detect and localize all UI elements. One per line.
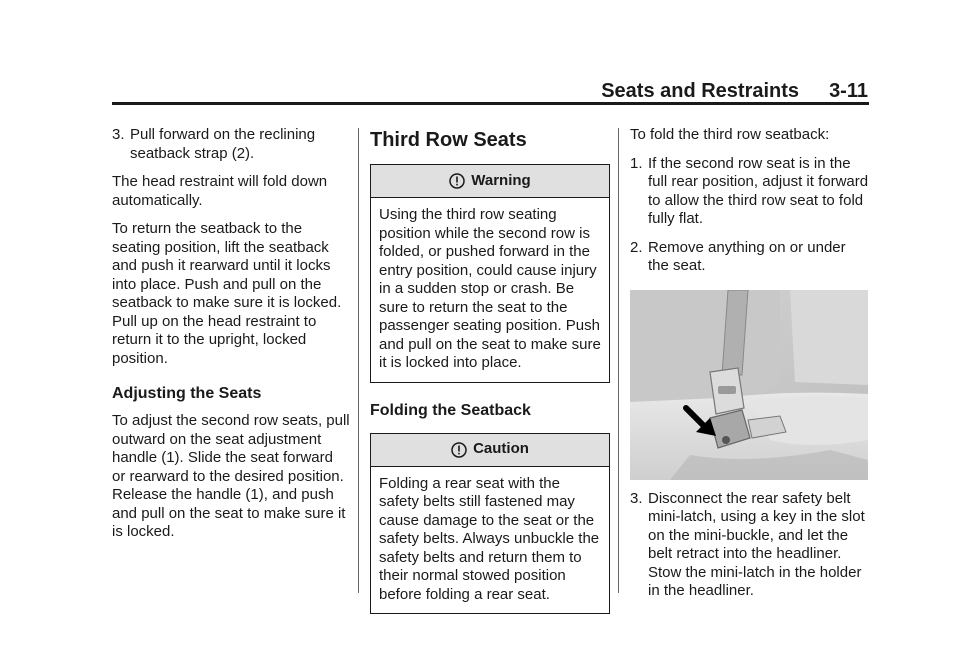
caution-body: Folding a rear seat with the safety belts still fastened may cause damage to the seat or the safety belts. Always unbuckle the safety belts and return them to their normal stowed position before folding a rear seat.: [379, 474, 600, 603]
caution-title: Caution: [473, 440, 529, 458]
section-title: Seats and Restraints: [601, 80, 800, 102]
heading-third-row-seats: Third Row Seats: [370, 129, 527, 151]
step-text: Disconnect the rear safety belt mini-latch, using a key in the slot on the mini-buckle, and let the belt retract into the headliner. Stow the mini-latch in the holder in the headliner.: [648, 489, 865, 599]
warning-triangle-icon: [449, 173, 465, 189]
caution-alert-icon: [451, 442, 467, 458]
seatbelt-buckle-illustration: [630, 290, 868, 480]
column-divider-1: [358, 128, 359, 593]
seat-illustration-svg: [630, 290, 868, 480]
fold-intro: To fold the third row seatback:: [630, 126, 830, 143]
column-divider-2: [618, 128, 619, 593]
warning-box: [370, 164, 610, 383]
heading-adjusting-seats: Adjusting the Seats: [112, 385, 262, 402]
heading-folding-seatback: Folding the Seatback: [370, 401, 531, 419]
paragraph-return-seatback: To return the seatback to the seating position, lift the seatback and push it rearward until it locks into place. Push and pull on the seatback to make sure it is locked. Pull up on the head restraint to return it to the upright, locked position.: [112, 220, 342, 367]
caution-box: [370, 433, 610, 615]
step-text: Pull forward on the reclining seatback strap (2).: [130, 126, 316, 162]
step-number: 3.: [630, 489, 643, 507]
step-number: 1.: [630, 154, 643, 172]
column-middle: [370, 128, 610, 614]
caution-header: [371, 434, 609, 467]
page-number: 3-11: [829, 80, 868, 102]
step-number: 3.: [112, 126, 125, 143]
step-3-recline: [112, 126, 350, 163]
column-right: [630, 126, 870, 611]
step-note: The head restraint will fold down automatically.: [112, 173, 328, 209]
warning-header: [371, 165, 609, 198]
step-3-disconnect: [630, 490, 870, 601]
column-left: [112, 126, 350, 552]
warning-body: Using the third row seating position while the second row is folded, or pushed forward in the entry position, could cause injury in a sudden stop or crash. Be sure to return the seat to the passenger seating position. Push and pull on the seat to make sure it is locked into place.: [379, 206, 601, 371]
paragraph-adjust-seats: To adjust the second row seats, pull outward on the seat adjustment handle (1). Slide the seat forward or rearward to the desired position. Release the handle (1), and push and pull on the seat to make sure it is locked.: [112, 412, 350, 540]
step-2: [630, 239, 870, 276]
step-text: Remove anything on or under the seat.: [648, 238, 846, 274]
header-rule: [112, 102, 869, 105]
warning-title: Warning: [471, 171, 531, 189]
page-header: [112, 80, 868, 104]
step-text: If the second row seat is in the full rear position, adjust it forward to allow the third row seat to fold fully flat.: [648, 154, 869, 227]
step-number: 2.: [630, 238, 643, 256]
step-1: [630, 155, 870, 229]
